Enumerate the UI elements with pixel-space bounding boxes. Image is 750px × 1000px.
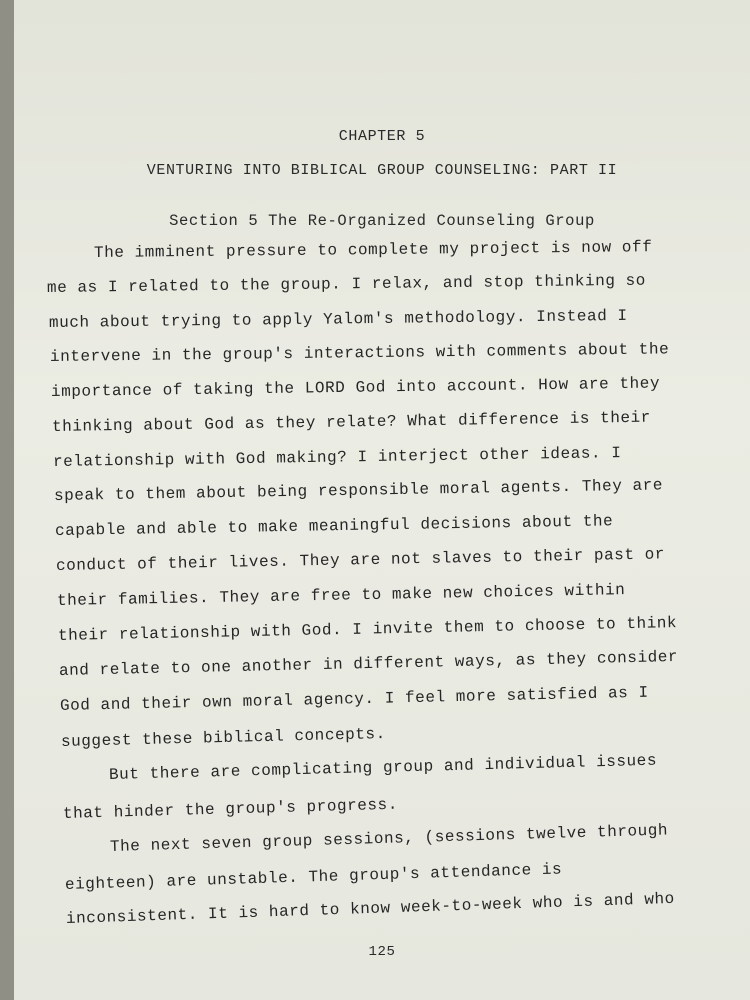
body-line: The imminent pressure to complete my project is now off xyxy=(93,238,653,262)
document-page xyxy=(14,0,750,1000)
chapter-title: VENTURING INTO BIBLICAL GROUP COUNSELING: PART II xyxy=(146,162,618,179)
body-line: that hinder the group's progress. xyxy=(62,795,399,823)
body-line: conduct of their lives. They are not slaves to their past or xyxy=(55,545,666,575)
body-line: suggest these biblical concepts. xyxy=(60,725,386,751)
body-line: importance of taking the LORD God into account. How are they xyxy=(50,374,661,401)
body-line: eighteen) are unstable. The group's attendance is xyxy=(64,860,563,894)
body-line: intervene in the group's interactions with comments about the xyxy=(49,340,670,366)
body-line: relationship with God making? I interject other ideas. I xyxy=(52,444,622,471)
body-line: God and their own moral agency. I feel more satisfied as I xyxy=(59,683,649,715)
body-line: and relate to one another in different ways, as they consider xyxy=(58,647,679,680)
bleed-through-text xyxy=(54,26,694,116)
body-line: thinking about God as they relate? What difference is their xyxy=(51,408,652,436)
body-line: capable and able to make meaningful decisions about the xyxy=(54,512,614,540)
body-line: inconsistent. It is hard to know week-to-week who is and who xyxy=(65,889,676,928)
body-line: speak to them about being responsible moral agents. They are xyxy=(53,476,664,505)
body-line: much about trying to apply Yalom's methodology. Instead I xyxy=(48,306,628,332)
body-line: But there are complicating group and individual issues xyxy=(108,751,658,784)
body-line: The next seven group sessions, (sessions twelve through xyxy=(109,821,669,856)
body-line: me as I related to the group. I relax, and stop thinking so xyxy=(46,271,647,297)
body-line: their relationship with God. I invite them to choose to think xyxy=(57,614,678,645)
body-line: their families. They are free to make new choices within xyxy=(56,581,626,610)
page-number: 125 xyxy=(368,944,396,960)
chapter-heading: CHAPTER 5 xyxy=(338,128,426,145)
section-heading: Section 5 The Re-Organized Counseling Group xyxy=(169,212,595,230)
